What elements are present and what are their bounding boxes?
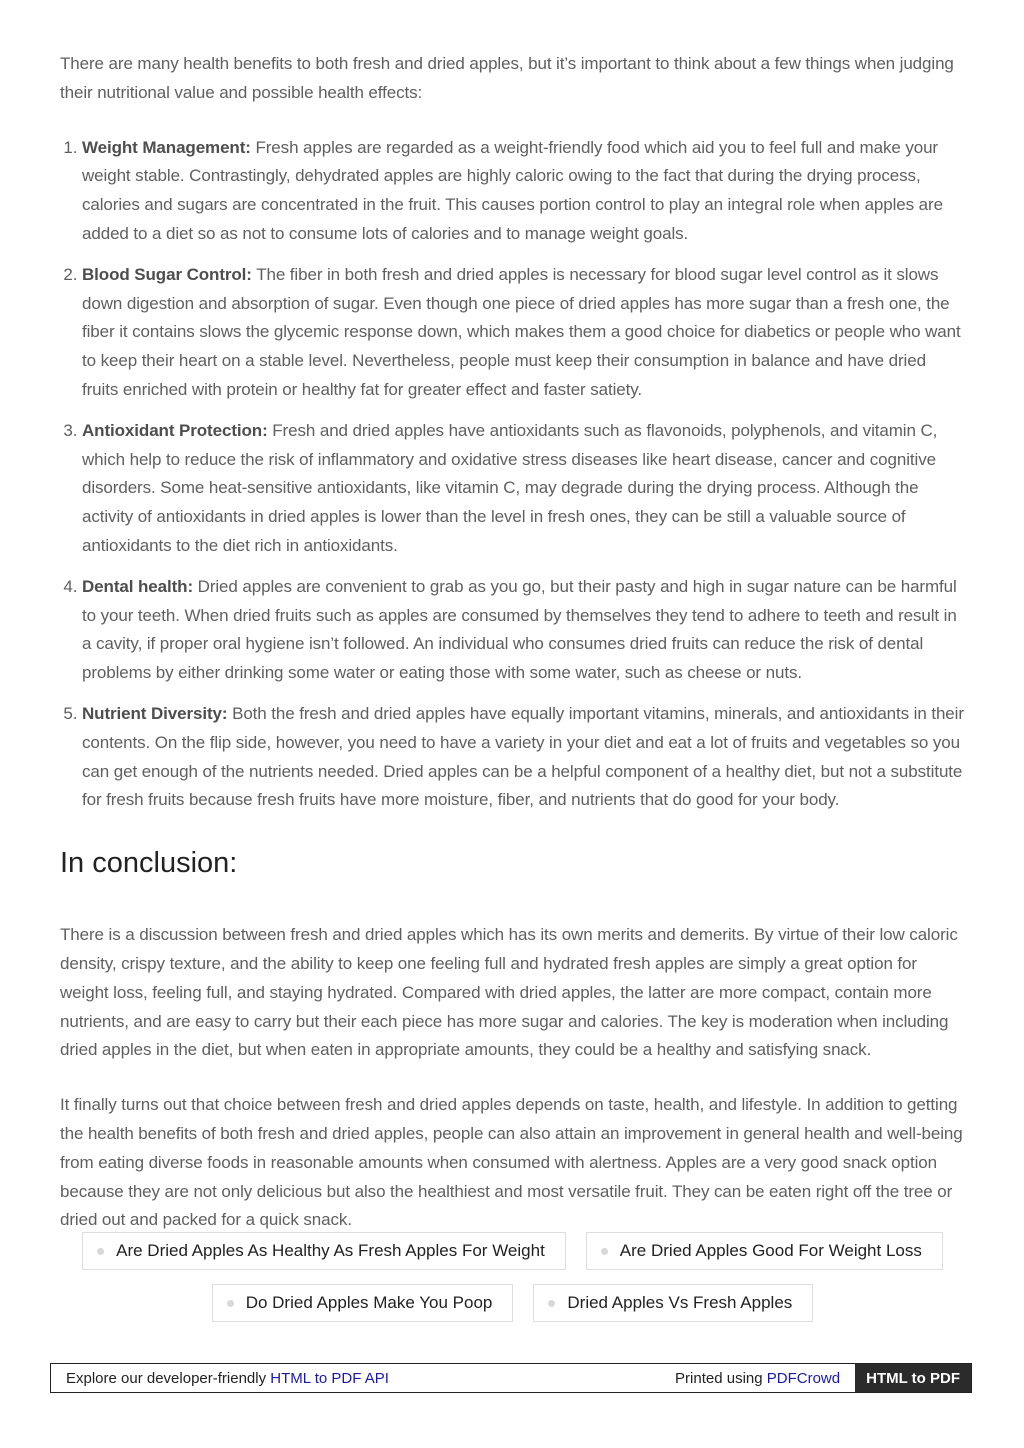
list-item [82,417,965,561]
footer-printed-text: Printed using [675,1369,767,1387]
pdfcrowd-link[interactable]: PDFCrowd [766,1369,841,1387]
list-item-text: The fiber in both fresh and dried apples is necessary for blood sugar level control as it slows down digestion and absorption of sugar. Even though one piece of dried apples has more sugar than a fresh one, the fiber it contains slows the glycemic response down, which makes them a good choice for diabetics or people who want to keep their heart on a stable level. Nevertheless, people must keep their consumption in balance and have dried fruits enriched with protein or healthy fat for greater effect and faster satiety. [82,264,961,399]
list-item [82,573,965,688]
tag-label: Are Dried Apples Good For Weight Loss [619,1241,922,1260]
benefits-list [60,134,965,816]
tag-link[interactable] [212,1284,514,1322]
tag-row [60,1232,965,1270]
list-item [82,261,965,405]
list-item-title: Antioxidant Protection: [82,420,268,440]
list-item-text: Fresh apples are regarded as a weight-friendly food which aid you to feel full and make your weight stable. Contrastingly, dehydrated apples are highly caloric owing to the fact that during the drying process, calories and sugars are concentrated in the fruit. This causes portion control to play an integral role when apples are added to a diet so as not to consume lots of calories and to manage weight goals. [82,137,943,243]
tag-link[interactable] [533,1284,813,1322]
conclusion-paragraph: It finally turns out that choice between fresh and dried apples depends on taste, health, and lifestyle. In addition to getting the health benefits of both fresh and dried apples, people can also attain an improvement in general health and well-being from eating diverse foods in reasonable amounts when consumed with alertness. Apples are a very good snack option because they are not only delicious but also the healthiest and most versatile fruit. They can be eaten right off the tree or dried out and packed for a quick snack. [60,1095,963,1230]
list-item-title: Blood Sugar Control: [82,264,252,284]
tag-row [60,1284,965,1322]
tag-label: Do Dried Apples Make You Poop [245,1293,493,1312]
pdf-footer [50,1363,972,1393]
conclusion-paragraph: There is a discussion between fresh and dried apples which has its own merits and demerits. By virtue of their low caloric density, crispy texture, and the ability to keep one feeling full and hydrated fresh apples are simply a great option for weight loss, feeling full, and staying hydrated. Compared with dried apples, the latter are more compact, contain more nutrients, and are easy to carry but their each piece has more sugar and calories. The key is moderation when including dried apples in the diet, but when eaten in appropriate amounts, they could be a healthy and satisfying snack. [60,925,958,1060]
list-item-title: Dental health: [82,576,194,596]
bullet-icon [601,1248,608,1255]
tag-label: Are Dried Apples As Healthy As Fresh Apples For Weight [116,1241,545,1260]
list-item [82,134,965,249]
list-item [82,700,965,815]
bullet-icon [97,1248,104,1255]
footer-explore-text: Explore our developer-friendly [66,1369,271,1387]
intro-paragraph: There are many health benefits to both fresh and dried apples, but it’s important to think about a few things when judging their nutritional value and possible health effects: [60,54,954,102]
bullet-icon [227,1300,234,1307]
list-item-title: Weight Management: [82,137,251,157]
footer-explore [51,1370,675,1387]
tag-link[interactable] [82,1232,566,1270]
html-to-pdf-api-link[interactable]: HTML to PDF API [270,1369,389,1387]
related-tags [60,1232,965,1336]
list-item-text: Fresh and dried apples have antioxidants such as flavonoids, polyphenols, and vitamin C, which help to reduce the risk of inflammatory and oxidative stress diseases like heart disease, cancer and cognitive disorders. Some heat-sensitive antioxidants, like vitamin C, may degrade during the drying process. Although the activity of antioxidants in dried apples is lower than the level in fresh ones, they can be still a valuable source of antioxidants to the diet rich in antioxidants. [82,420,938,555]
article-content [60,50,965,1235]
list-item-text: Dried apples are convenient to grab as you go, but their pasty and high in sugar nature can be harmful to your teeth. When dried fruits such as apples are consumed by themselves they tend to adhere to teeth and result in a cavity, if proper oral hygiene isn’t followed. An individual who consumes dried fruits can reduce the risk of dental problems by either drinking some water or eating those with some water, such as cheese or nuts. [82,576,957,683]
list-item-title: Nutrient Diversity: [82,703,228,723]
conclusion-heading: In conclusion: [60,847,238,880]
bullet-icon [548,1300,555,1307]
html-to-pdf-badge[interactable]: HTML to PDF [855,1364,971,1392]
list-item-text: Both the fresh and dried apples have equally important vitamins, minerals, and antioxidants in their contents. On the flip side, however, you need to have a variety in your diet and eat a lot of fruits and vegetables so you can get enough of the nutrients needed. Dried apples can be a helpful component of a healthy diet, but not a substitute for fresh fruits because fresh fruits have more moisture, fiber, and nutrients that do good for your body. [82,703,964,810]
tag-link[interactable] [586,1232,943,1270]
tag-label: Dried Apples Vs Fresh Apples [567,1293,793,1312]
footer-printed [675,1370,855,1387]
